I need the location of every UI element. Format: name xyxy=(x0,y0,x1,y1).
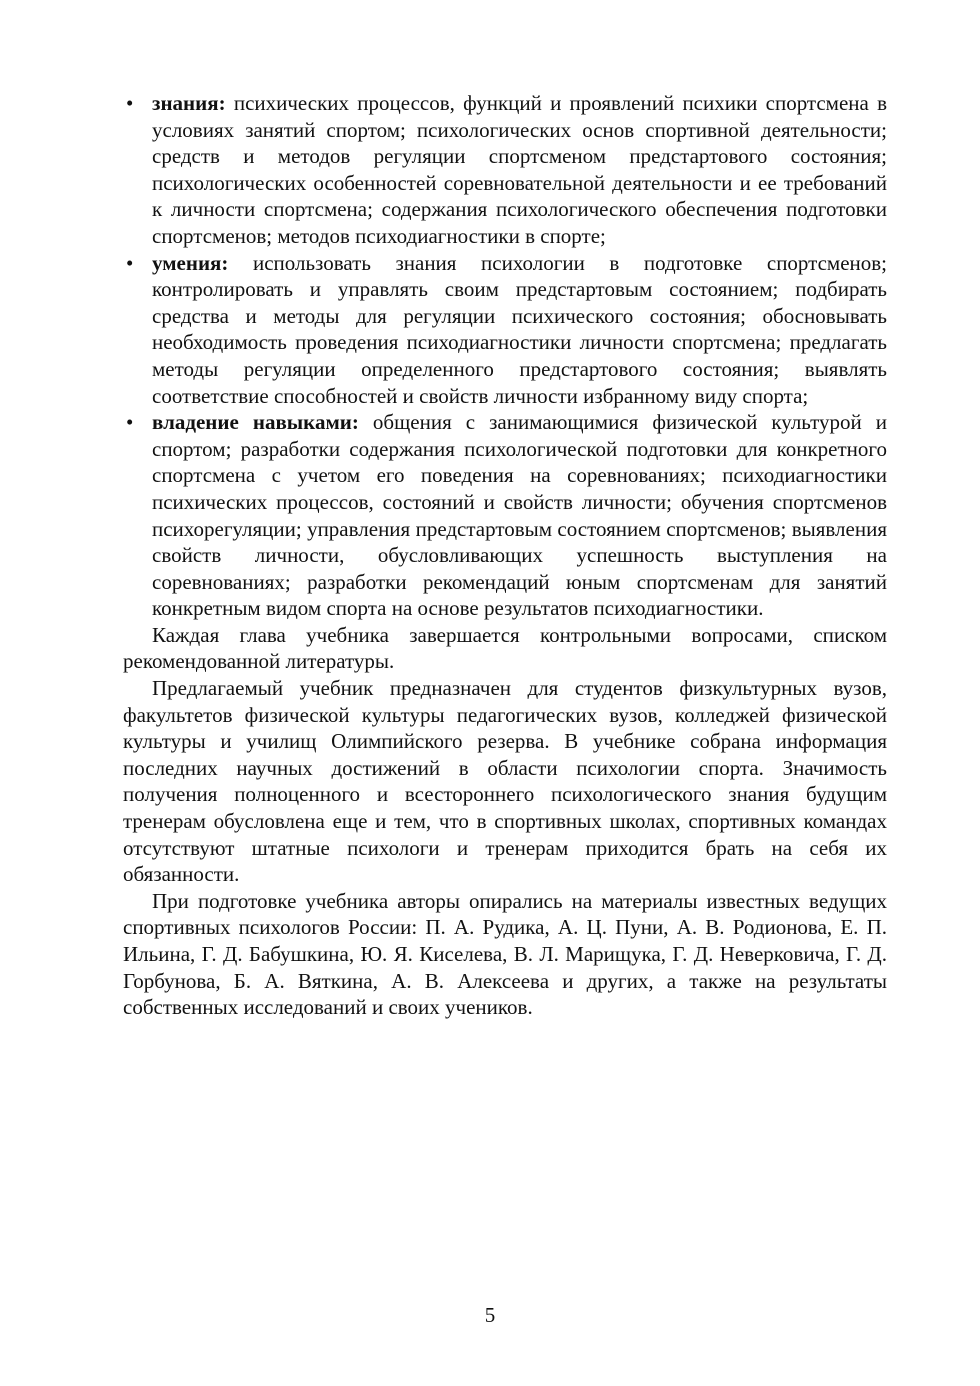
list-item xyxy=(123,90,887,250)
list-item xyxy=(123,409,887,622)
bullet-icon: • xyxy=(126,250,134,275)
paragraph-audience: Предлагаемый учебник предназначен для студентов физкультурных вузов, факультетов физической культуры педагогических вузов, колледжей физической культуры и училищ Олимпийского резерва. В учебнике собрана информация последних научных достижений в области психологии спорта. Значимость получения полноценного и всестороннего психологического знания будущим тренерам обусловлена еще и тем, что в спортивных школах, спортивных командах отсутствуют штатные психологи и тренерам приходится брать на себя их обязанности. xyxy=(123,676,887,887)
competency-list xyxy=(123,90,887,622)
bullet-icon: • xyxy=(126,91,134,115)
list-item-term: умения: xyxy=(152,250,229,275)
list-item-text: использовать знания психологии в подготовке спортсменов; контролировать и управлять своим предстартовым состоянием; подбирать средства и методы для регуляции психического состояния; обосновывать необходимость проведения психодиагностики личности спортсмена; предлагать методы регуляции определенного предстартового состояния; выявлять соответствие способностей и свойств личности избранному виду спорта; xyxy=(152,250,888,408)
paragraph-sources: При подготовке учебника авторы опирались на материалы известных ведущих спортивных психологов России: П. А. Рудика, А. Ц. Пуни, А. В. Родионова, Е. П. Ильина, Г. Д. Бабушкина, Ю. Я. Киселева, В. Л. Марищука, Г. Д. Неверковича, Г. Д. Горбунова, Б. А. Вяткина, А. В. Алексеева и других, а также на результаты собственных исследований и своих учеников. xyxy=(123,888,887,1020)
page-number: 5 xyxy=(484,1303,496,1327)
list-item xyxy=(123,250,887,410)
list-item-text: общения с занимающимися физической культурой и спортом; разработки содержания психологической подготовки для конкретного спортсмена с учетом его поведения на соревнованиях; психодиагностики психических процессов, состояний и свойств личности; обучения спортсменов психорегуляции; управления предстартовым состоянием спортсменов; выявления свойств личности, обусловливающих успешность выступления на соревнованиях; разработки рекомендаций юным спортсменам для занятий конкретным видом спорта на основе результатов психодиагностики. xyxy=(152,410,888,621)
paragraph-chapter-structure: Каждая глава учебника завершается контрольными вопросами, списком рекомендованной литературы. xyxy=(123,622,887,674)
list-item-term: знания: xyxy=(152,91,226,115)
list-item-term: владение навыками: xyxy=(152,410,359,435)
list-item-text: психических процессов, функций и проявлений психики спортсмена в условиях занятий спортом; психологических основ спортивной деятельности; средств и методов регуляции спортсменом предстартового состояния; психологических особенностей соревновательной деятельности и ее требований к личности спортсмена; содержания психологического обеспечения подготовки спортсменов; методов психодиагностики в спорте; xyxy=(152,91,887,248)
bullet-icon: • xyxy=(126,410,134,435)
page-body xyxy=(123,90,887,1021)
